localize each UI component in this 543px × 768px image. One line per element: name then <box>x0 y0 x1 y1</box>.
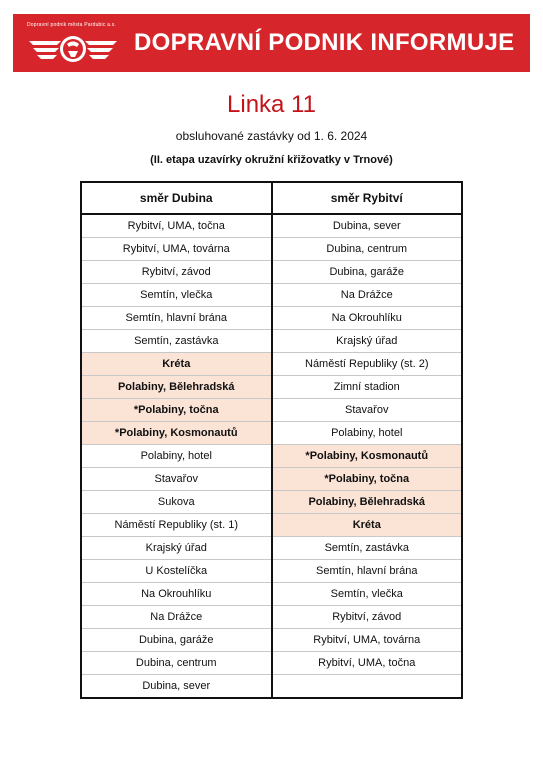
table-row <box>81 445 462 468</box>
column-header-rybitvi: směr Rybitví <box>272 182 463 214</box>
table-row <box>81 514 462 537</box>
stop-cell-dubina: Na Drážce <box>81 606 272 629</box>
table-row <box>81 629 462 652</box>
stop-cell-dubina: Rybitví, UMA, točna <box>81 214 272 238</box>
stop-cell-rybitvi: Semtín, vlečka <box>272 583 463 606</box>
stops-table <box>80 181 463 699</box>
stop-cell-rybitvi: Na Okrouhlíku <box>272 307 463 330</box>
table-row <box>81 214 462 238</box>
stop-cell-dubina: Krajský úřad <box>81 537 272 560</box>
stop-cell-dubina: Dubina, garáže <box>81 629 272 652</box>
column-header-dubina: směr Dubina <box>81 182 272 214</box>
page-note: (II. etapa uzavírky okružní křižovatky v Trnové) <box>150 154 393 166</box>
stop-cell-dubina: Dubina, sever <box>81 675 272 699</box>
stop-cell-dubina: Na Okrouhlíku <box>81 583 272 606</box>
stop-cell-dubina: Náměstí Republiky (st. 1) <box>81 514 272 537</box>
table-row <box>81 422 462 445</box>
table-row <box>81 537 462 560</box>
header-banner <box>13 14 530 72</box>
stop-cell-rybitvi: Semtín, zastávka <box>272 537 463 560</box>
table-row <box>81 399 462 422</box>
table-header-row <box>81 182 462 214</box>
stop-cell-rybitvi: Dubina, sever <box>272 214 463 238</box>
stop-cell-rybitvi: Semtín, hlavní brána <box>272 560 463 583</box>
table-row <box>81 606 462 629</box>
stop-cell-dubina: Semtín, hlavní brána <box>81 307 272 330</box>
table-row <box>81 468 462 491</box>
table-row <box>81 353 462 376</box>
stop-cell-dubina: U Kostelíčka <box>81 560 272 583</box>
stop-cell-rybitvi: Krajský úřad <box>272 330 463 353</box>
stop-cell-rybitvi: Rybitví, UMA, továrna <box>272 629 463 652</box>
stop-cell-rybitvi: Dubina, garáže <box>272 261 463 284</box>
dpmp-logo-icon <box>27 32 119 66</box>
stop-cell-rybitvi: Stavařov <box>272 399 463 422</box>
page-subtitle: obsluhované zastávky od 1. 6. 2024 <box>175 129 368 143</box>
stop-cell-dubina: Stavařov <box>81 468 272 491</box>
table-row <box>81 376 462 399</box>
table-row <box>81 583 462 606</box>
stop-cell-rybitvi: Dubina, centrum <box>272 238 463 261</box>
stop-cell-rybitvi: Zimní stadion <box>272 376 463 399</box>
stop-cell-dubina: Dubina, centrum <box>81 652 272 675</box>
table-row <box>81 261 462 284</box>
stop-cell-dubina: Semtín, vlečka <box>81 284 272 307</box>
table-row <box>81 238 462 261</box>
stop-cell-rybitvi: Rybitví, UMA, točna <box>272 652 463 675</box>
table-row <box>81 491 462 514</box>
stop-cell-rybitvi: Na Drážce <box>272 284 463 307</box>
table-row <box>81 330 462 353</box>
stop-cell-dubina: Rybitví, UMA, továrna <box>81 238 272 261</box>
stop-cell-dubina: Polabiny, hotel <box>81 445 272 468</box>
stop-cell-rybitvi: Polabiny, hotel <box>272 422 463 445</box>
stop-cell-rybitvi: Polabiny, Bělehradská <box>272 491 463 514</box>
table-row <box>81 284 462 307</box>
stop-cell-dubina: Sukova <box>81 491 272 514</box>
stop-cell-dubina: *Polabiny, Kosmonautů <box>81 422 272 445</box>
stop-cell-dubina: Polabiny, Bělehradská <box>81 376 272 399</box>
stop-cell-rybitvi <box>272 675 463 699</box>
table-row <box>81 560 462 583</box>
page-title: Linka 11 <box>227 91 316 118</box>
table-row <box>81 675 462 699</box>
table-row <box>81 652 462 675</box>
table-row <box>81 307 462 330</box>
company-name: Dopravní podnik města Pardubic a.s. <box>27 22 116 28</box>
stop-cell-dubina: Kréta <box>81 353 272 376</box>
stop-cell-rybitvi: *Polabiny, točna <box>272 468 463 491</box>
stop-cell-rybitvi: Rybitví, závod <box>272 606 463 629</box>
header-title: DOPRAVNÍ PODNIK INFORMUJE <box>134 29 515 56</box>
stop-cell-rybitvi: Kréta <box>272 514 463 537</box>
stop-cell-rybitvi: *Polabiny, Kosmonautů <box>272 445 463 468</box>
stop-cell-dubina: *Polabiny, točna <box>81 399 272 422</box>
stop-cell-dubina: Semtín, zastávka <box>81 330 272 353</box>
stop-cell-dubina: Rybitví, závod <box>81 261 272 284</box>
stops-table-body <box>81 214 462 698</box>
stop-cell-rybitvi: Náměstí Republiky (st. 2) <box>272 353 463 376</box>
